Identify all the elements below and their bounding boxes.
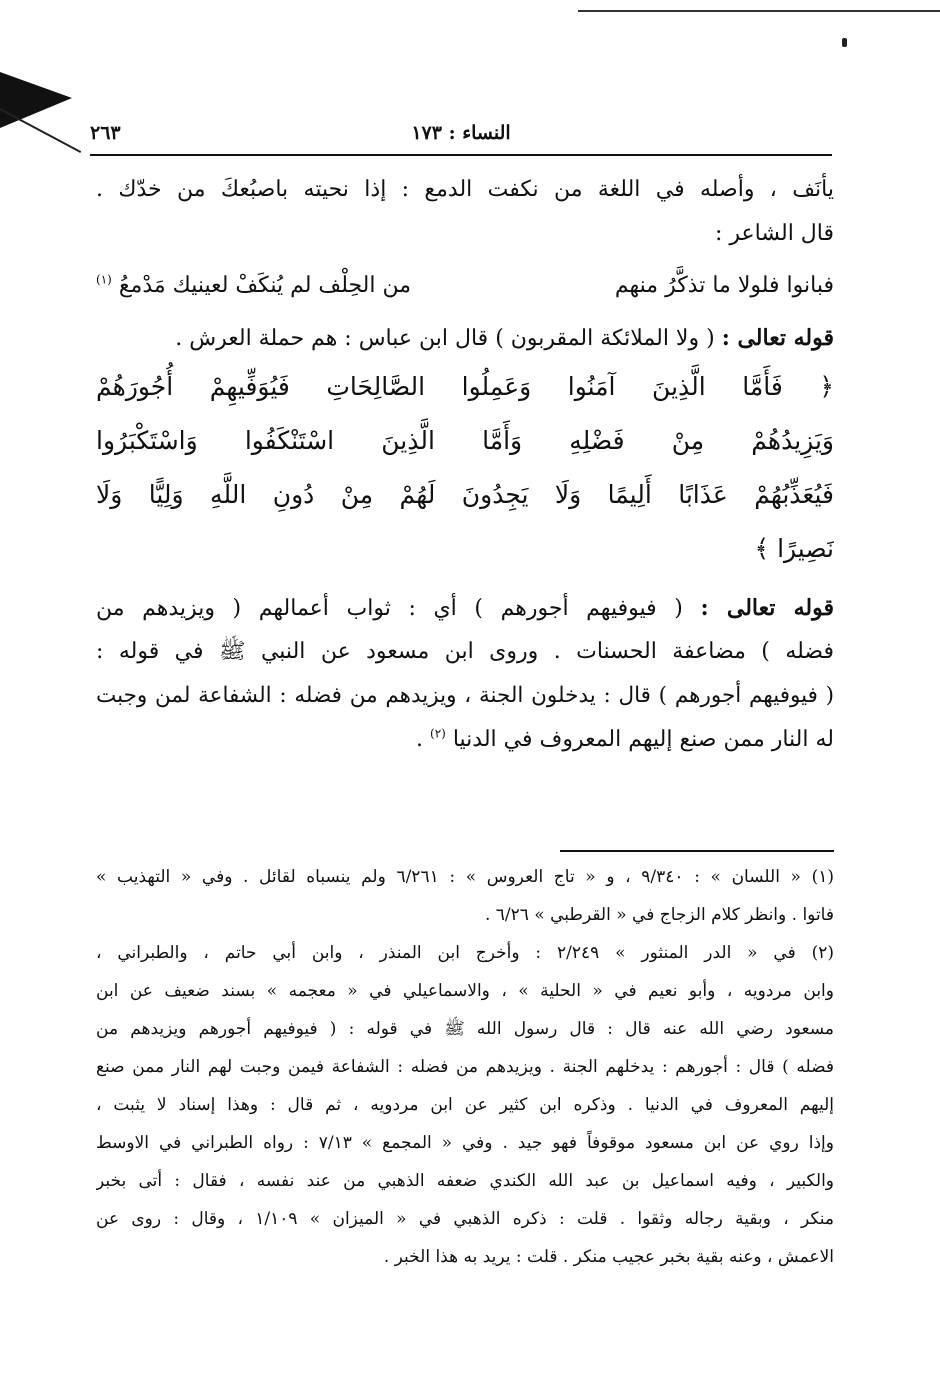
poem-hemistich-first: فبانوا فلولا ما تذكَّرُ منهم (614, 273, 834, 298)
verse-line: وَيَزِيدُهُمْ مِنْ فَضْلِهِ وَأَمَّا الَّذِينَ اسْتَنْكَفُوا وَاسْتَكْبَرُوا (96, 426, 834, 455)
footnote-line: إليهم المعروف في الدنيا . وذكره ابن كثير عن ابن مردويه ، ثم قال : وهذا إسناد لا يثبت ، (96, 1095, 834, 1115)
commentary-lead: قوله تعالى : (721, 325, 834, 351)
text-line: يأنَف ، وأصله في اللغة من نكفت الدمع : إذا نحيته باصبُعكَ من خدّك . (96, 177, 834, 202)
scan-speck (842, 38, 847, 47)
commentary-text: له النار ممن صنع إليهم المعروف في الدنيا (452, 727, 834, 752)
spacer (96, 576, 834, 586)
commentary-line: فضله ) مضاعفة الحسنات . وروى ابن مسعود عن النبي ﷺ في قوله : (96, 639, 834, 664)
commentary-lead: قوله تعالى : (700, 595, 834, 621)
footnote-line: وابن مردويه ، وأبو نعيم في « الحلية » ، والاسماعيلي في « معجمه » بسند ضعيف عن ابن (96, 981, 834, 1001)
footnote-line: فاتوا . وانظر كلام الزجاج في « القرطبي » ٦/٢٦ . (484, 905, 834, 925)
commentary-text: ( فيوفيهم أجورهم ) أي : ثواب أعمالهم ( ويزيدهم من (96, 596, 683, 621)
scan-top-edge (578, 10, 940, 12)
footnote-line: منكر ، وبقية رجاله وثقوا . قلت : ذكره الذهبي في « الميزان » ١/١٠٩ ، وقال : روى عن (96, 1209, 834, 1229)
text-line: قال الشاعر : (714, 221, 834, 246)
commentary-paragraph (96, 316, 834, 360)
full-stop: . (416, 727, 424, 752)
commentary-text: ( ولا الملائكة المقربون ) قال ابن عباس : هم حملة العرش . (175, 326, 715, 351)
page-number: ٢٦٣ (90, 122, 121, 144)
footnote-line: والكبير ، وفيه اسماعيل بن عبد الله الكندي ضعفه الذهبي من عند نفسه ، فقال : أتى بخبر (96, 1171, 834, 1191)
poem-hemistich-second (96, 256, 411, 316)
footnote-line: (٢) في « الدر المنثور » ٢/٢٤٩ : وأخرج ابن المنذر ، وابن أبي حاتم ، والطبراني ، (96, 943, 834, 963)
header-rule (90, 154, 832, 156)
footnote-line: مسعود رضي الله عنه قال : قال رسول الله ﷺ في قوله : ( فيوفيهم أجورهم ويزيدهم من (96, 1019, 834, 1039)
verse-line: نَصِيرًا ﴾ (754, 534, 834, 563)
commentary-line: ( فيوفيهم أجورهم ) قال : يدخلون الجنة ، ويزيدهم من فضله : الشفاعة لمن وجبت (96, 683, 834, 708)
verse-line: ﴿ فَأَمَّا الَّذِينَ آمَنُوا وَعَمِلُوا الصَّالِحَاتِ فَيُوَفِّيهِمْ أُجُورَهُمْ (96, 372, 834, 401)
footnote-ref: (١) (96, 272, 112, 287)
poem-hemistich-text: من الحِلْف لم يُنكَفْ لعينيك مَدْمعُ (118, 273, 412, 298)
commentary-line (96, 586, 834, 630)
footnote-line: فضله ) قال : أجورهم : يدخلهم الجنة . ويزيدهم من فضله : الشفاعة فيمن وجبت لهم النار ممن صنع (96, 1057, 834, 1077)
poem-verse (96, 256, 834, 316)
scan-corner-artifact (0, 72, 72, 128)
footnote-rule (560, 850, 834, 852)
main-text (96, 168, 834, 762)
footnotes (96, 858, 834, 1276)
quran-verse (96, 360, 834, 576)
page-header (90, 118, 832, 152)
footnote-line: (١) « اللسان » : ٩/٣٤٠ ، و « تاج العروس » : ٦/٢٦١ ولم ينسباه لقائل . وفي « التهذيب » (96, 867, 834, 887)
footnote-line: وإذا روي عن ابن مسعود موقوفاً فهو جيد . وفي « المجمع » ٧/١٣ : رواه الطبراني في الاوسط (96, 1133, 834, 1153)
commentary-line (96, 718, 834, 762)
verse-line: فَيُعَذِّبُهُمْ عَذَابًا أَلِيمًا وَلَا يَجِدُونَ لَهُمْ مِنْ دُونِ اللَّهِ وَلِيًّا وَلَا (96, 480, 834, 509)
footnote-ref: (٢) (430, 726, 446, 741)
running-head: النساء : ١٧٣ (411, 122, 511, 144)
footnote-line: الاعمش ، وعنه بقية بخبر عجيب منكر . قلت : يريد به هذا الخبر . (383, 1247, 834, 1267)
